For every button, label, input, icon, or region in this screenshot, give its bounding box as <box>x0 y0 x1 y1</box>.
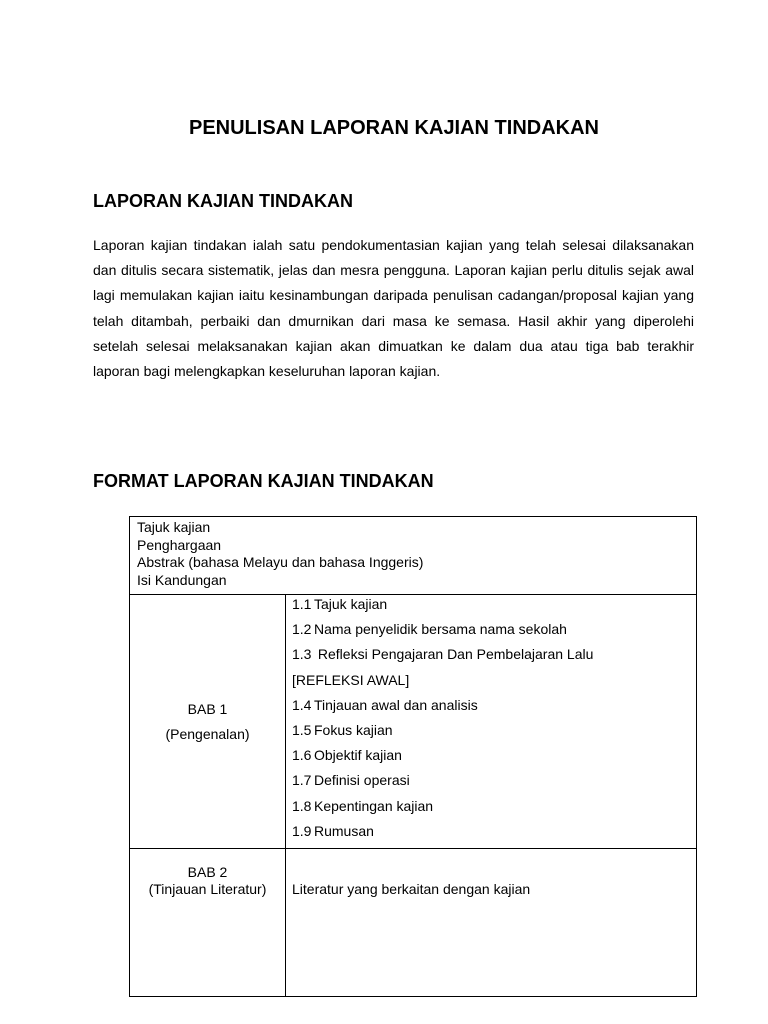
format-table <box>129 516 697 997</box>
list-item <box>292 772 696 797</box>
list-item <box>292 823 696 848</box>
list-item <box>292 747 696 772</box>
preliminary-item: Penghargaan <box>137 536 222 553</box>
item-number: 1.6 <box>292 747 312 764</box>
list-item <box>292 646 696 671</box>
item-number: 1.7 <box>292 772 312 789</box>
item-text: Tajuk kajian <box>314 596 388 612</box>
bab1-label-cell <box>130 595 286 849</box>
bab1-items-cell <box>286 595 697 849</box>
preliminary-item: Isi Kandungan <box>137 571 227 588</box>
item-text: Kepentingan kajian <box>314 797 434 814</box>
item-text: [REFLEKSI AWAL] <box>292 671 410 688</box>
table-row-preliminary <box>130 517 697 595</box>
bab2-sublabel: (Tinjauan Literatur) <box>148 881 267 897</box>
item-text: Nama penyelidik bersama nama sekolah <box>314 621 567 638</box>
item-text: Tinjauan awal dan analisis <box>314 696 478 713</box>
item-number: 1.4 <box>292 696 312 713</box>
intro-paragraph: Laporan kajian tindakan ialah satu pendokumentasian kajian yang telah selesai dilaksanakan dan ditulis secara sistematik, jelas dan mesra pengguna. Laporan kajian perlu ditulis sejak awal lagi memulakan kajian iaitu kesinambungan daripada penulisan cadangan/proposal kajian yang telah ditambah, perbaiki dan dmurnikan dari masa ke semasa. Hasil akhir yang diperolehi setelah selesai melaksanakan kajian akan dimuatkan ke dalam dua atau tiga bab terakhir laporan bagi melengkapkan keseluruhan laporan kajian. <box>93 237 694 380</box>
preliminary-cell <box>130 517 697 595</box>
list-item <box>292 722 696 747</box>
item-number: 1.1 <box>292 596 312 612</box>
table-row-bab1 <box>130 595 697 849</box>
list-item <box>292 697 696 722</box>
item-number: 1.8 <box>292 797 312 814</box>
list-item <box>292 672 696 697</box>
bab1-sublabel: (Pengenalan) <box>165 725 250 742</box>
item-number: 1.9 <box>292 822 312 839</box>
page-title: PENULISAN LAPORAN KAJIAN TINDAKAN <box>188 117 599 139</box>
item-number: 1.5 <box>292 721 312 738</box>
preliminary-item: Abstrak (bahasa Melayu dan bahasa Inggeris) <box>137 554 424 570</box>
item-text: Rumusan <box>314 822 374 839</box>
section-heading-laporan: LAPORAN KAJIAN TINDAKAN <box>93 191 353 211</box>
item-text: Definisi operasi <box>314 772 410 789</box>
preliminary-item: Tajuk kajian <box>137 519 211 535</box>
item-text: Objektif kajian <box>314 747 402 764</box>
list-item <box>292 621 696 646</box>
bab2-label: BAB 2 <box>187 864 228 880</box>
bab1-label: BAB 1 <box>187 700 228 717</box>
bab2-content-cell: Literatur yang berkaitan dengan kajian <box>286 849 697 997</box>
list-item <box>292 596 696 621</box>
bab2-label-cell <box>130 849 286 997</box>
item-text: Fokus kajian <box>314 721 393 738</box>
list-item <box>292 798 696 823</box>
item-number: 1.3 <box>292 646 312 663</box>
table-row-bab2 <box>130 849 697 997</box>
item-number: 1.2 <box>292 621 312 638</box>
section-heading-format: FORMAT LAPORAN KAJIAN TINDAKAN <box>93 471 434 491</box>
item-text: Refleksi Pengajaran Dan Pembelajaran Lalu <box>317 646 594 663</box>
